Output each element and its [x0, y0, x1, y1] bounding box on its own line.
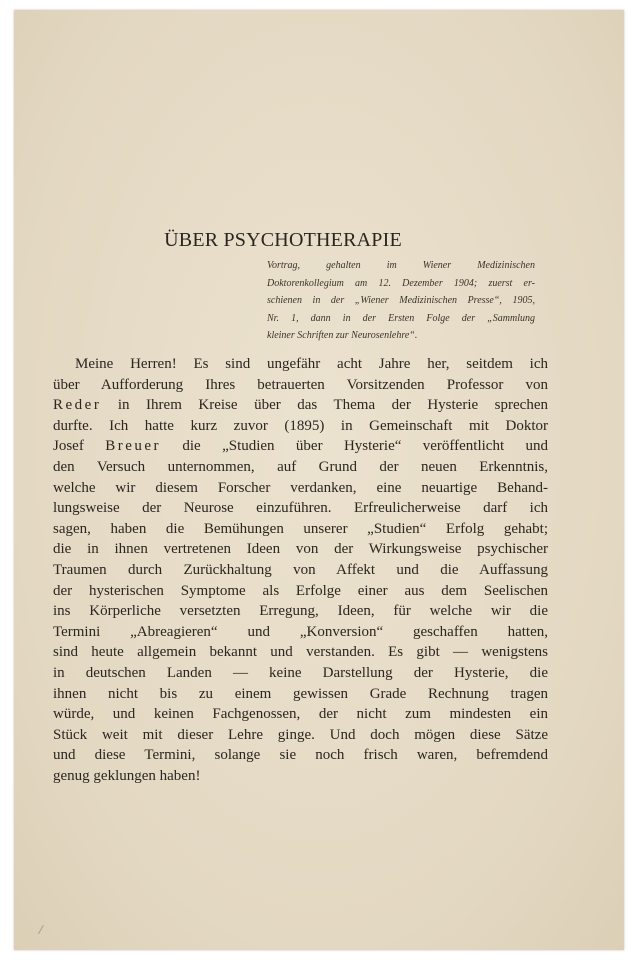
- text-line: ihnen nicht bis zu einem gewissen Grade Rechnung tragen: [53, 685, 548, 702]
- text-segment: die „Studien über Hysterie“ veröffentlicht und: [161, 438, 548, 455]
- text-line: durfte. Ich hatte kurz zuvor (1895) in Gemeinschaft mit Doktor: [53, 417, 548, 434]
- lecture-note-line: kleiner Schriften zur Neurosenlehre“.: [267, 330, 418, 341]
- text-line: der hysterischen Symptome als Erfolge einer aus dem Seelischen: [53, 582, 548, 599]
- text-line: lungsweise der Neurose einzuführen. Erfreulicherweise darf ich: [53, 500, 548, 517]
- text-line: über Aufforderung Ihres betrauerten Vorsitzenden Professor von: [53, 376, 548, 393]
- text-line: [53, 395, 548, 416]
- lecture-note-line: Vortrag, gehalten im Wiener Medizinischen: [267, 260, 535, 271]
- text-line: Meine Herren! Es sind ungefähr acht Jahre her, seitdem ich: [75, 356, 548, 372]
- text-line: Termini „Abreagieren“ und „Konversion“ geschaffen hatten,: [53, 623, 548, 640]
- page-title: ÜBER PSYCHOTHERAPIE: [164, 229, 402, 251]
- text-line: die in ihnen vertretenen Ideen von der Wirkungsweise psychischer: [53, 541, 548, 558]
- text-line: und diese Termini, solange sie noch frisch waren, befremdend: [53, 747, 548, 764]
- text-line: sind heute allgemein bekannt und verstanden. Es gibt — wenigstens: [53, 644, 548, 661]
- text-segment: Josef: [53, 438, 106, 455]
- lecture-note-line: schienen in der „Wiener Medizinischen Presse“, 1905,: [267, 295, 535, 306]
- text-line: Traumen durch Zurückhaltung von Affekt und die Auffassung: [53, 561, 548, 578]
- body-paragraph: [53, 354, 548, 786]
- lecture-note-line: Nr. 1, dann in der Ersten Folge der „Sammlung: [267, 312, 535, 324]
- name-breuer: Breuer: [105, 438, 162, 455]
- text-line: ins Körperliche versetzten Erregung, Ideen, für welche wir die: [53, 603, 548, 620]
- lecture-note: [267, 257, 535, 345]
- text-line: den Versuch unternommen, auf Grund der neuen Erkenntnis,: [53, 458, 548, 475]
- text-line: genug geklungen haben!: [53, 767, 201, 784]
- lecture-note-line: Doktorenkollegium am 12. Dezember 1904; zuerst er-: [267, 277, 535, 289]
- text-line: in deutschen Landen — keine Darstellung der Hysterie, die: [53, 664, 548, 681]
- text-line: Stück weit mit dieser Lehre ginge. Und doch mögen diese Sätze: [53, 726, 548, 743]
- text-line: sagen, haben die Bemühungen unserer „Studien“ Erfolg gehabt;: [53, 520, 548, 537]
- book-page: [14, 10, 624, 950]
- name-reder: Reder: [53, 397, 102, 414]
- text-segment: in Ihrem Kreise über das Thema der Hysterie sprechen: [101, 397, 548, 414]
- pencil-mark: [38, 925, 49, 937]
- text-line: würde, und keinen Fachgenossen, der nicht zum mindesten ein: [53, 706, 548, 723]
- text-line: welche wir diesem Forscher verdanken, eine neuartige Behand-: [53, 479, 548, 496]
- text-line: [53, 436, 548, 457]
